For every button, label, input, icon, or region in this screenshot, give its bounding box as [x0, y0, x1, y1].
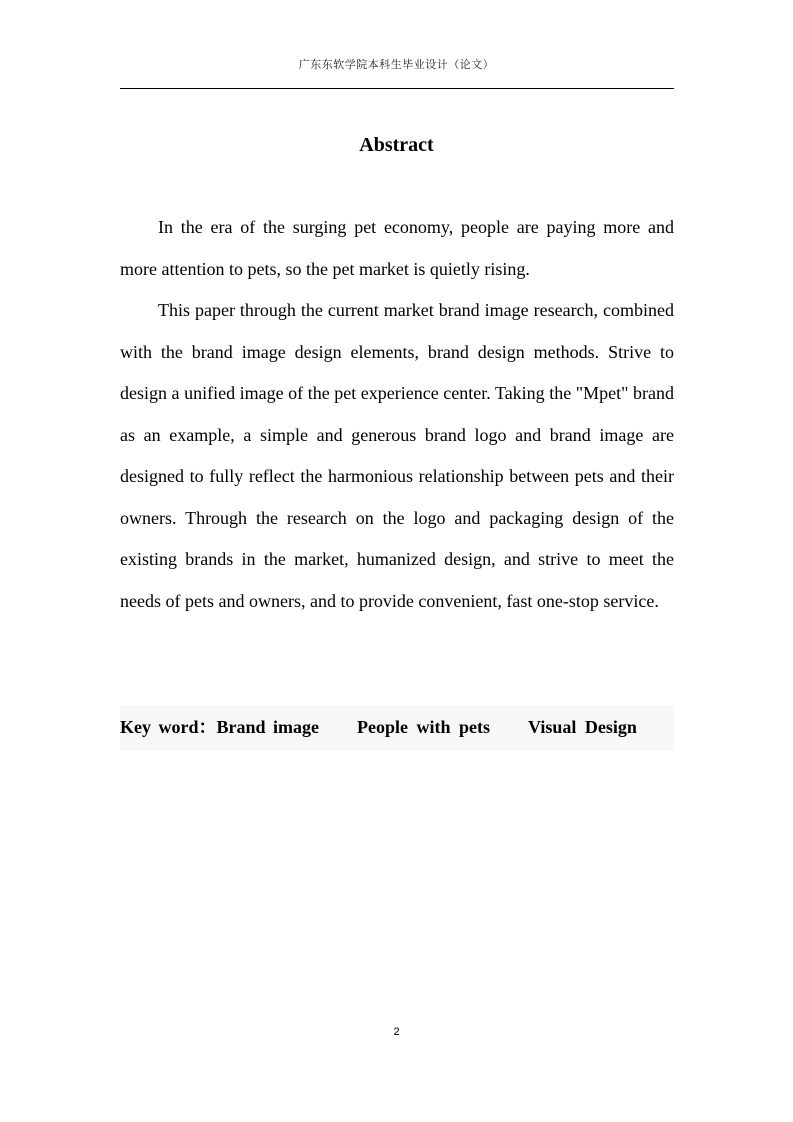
page-title: Abstract	[359, 134, 434, 156]
page-number: 2	[393, 1026, 400, 1038]
abstract-paragraph-2: This paper through the current market brand image research, combined with the brand image design elements, brand design methods. Strive to design a unified image of the pet experience center. Taking the "Mpet" brand as an example, a simple and generous brand logo and brand image are designed to fully reflect the harmonious relationship between pets and their owners. Through the research on the logo and packaging design of the existing brands in the market, humanized design, and strive to meet the needs of pets and owners, and to provide convenient, fast one-stop service.	[120, 300, 674, 611]
keywords-line	[120, 705, 674, 751]
header-divider	[120, 88, 674, 89]
abstract-body	[120, 207, 674, 622]
keyword-item: People with pets	[357, 717, 491, 737]
keyword-item: Brand image	[216, 717, 320, 737]
abstract-paragraph-1: In the era of the surging pet economy, people are paying more and more attention to pets, so the pet market is quietly rising.	[120, 217, 674, 279]
keyword-item: Visual Design	[528, 717, 637, 737]
keywords-label: Key word：	[120, 717, 217, 737]
running-header: 广东东软学院本科生毕业设计（论文）	[298, 58, 495, 71]
